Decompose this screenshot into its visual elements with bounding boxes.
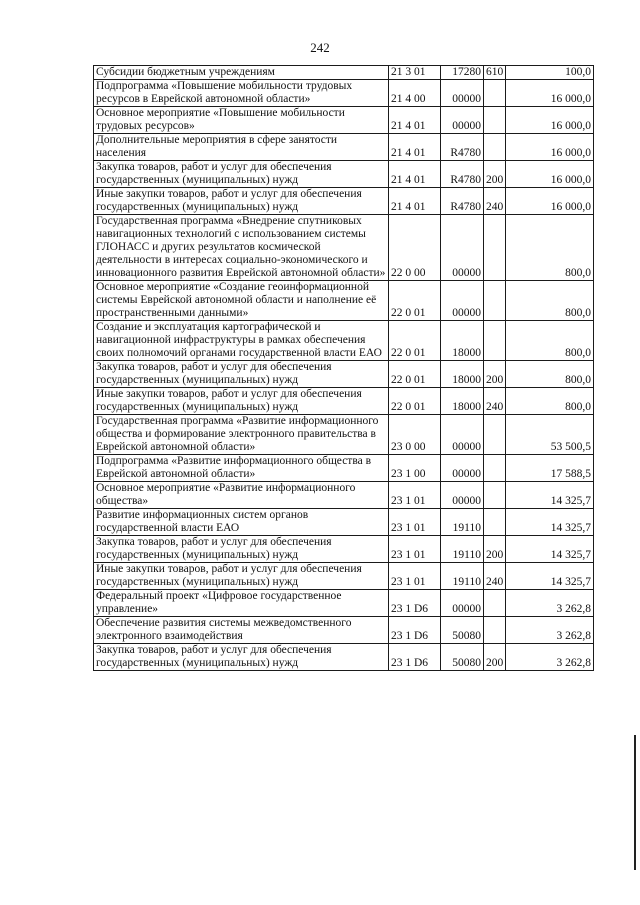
row-code: 23 1 D6 <box>389 644 441 671</box>
row-amount: 16 000,0 <box>506 188 594 215</box>
row-expense-code: 19110 <box>441 563 484 590</box>
table-row <box>94 388 594 415</box>
table-row <box>94 66 594 80</box>
row-expense-type <box>484 617 506 644</box>
row-expense-type <box>484 455 506 482</box>
row-name: Закупка товаров, работ и услуг для обеспечения государственных (муниципальных) нужд <box>94 161 389 188</box>
row-code: 22 0 00 <box>389 215 441 281</box>
table-row <box>94 281 594 321</box>
row-name: Создание и эксплуатация картографической и навигационной инфраструктуры в рамках обеспечения своих полномочий органами государственной власти ЕАО <box>94 321 389 361</box>
row-name: Основное мероприятие «Развитие информационного общества» <box>94 482 389 509</box>
table-row <box>94 361 594 388</box>
row-name: Подпрограмма «Развитие информационного общества в Еврейской автономной области» <box>94 455 389 482</box>
row-code: 22 0 01 <box>389 361 441 388</box>
table-row <box>94 107 594 134</box>
row-expense-code: R4780 <box>441 161 484 188</box>
row-amount: 3 262,8 <box>506 617 594 644</box>
row-name: Иные закупки товаров, работ и услуг для обеспечения государственных (муниципальных) нужд <box>94 188 389 215</box>
row-expense-code: 19110 <box>441 536 484 563</box>
budget-table-body <box>94 66 594 671</box>
row-expense-type <box>484 107 506 134</box>
row-expense-type <box>484 215 506 281</box>
row-amount: 16 000,0 <box>506 107 594 134</box>
budget-table <box>93 65 594 671</box>
row-name: Закупка товаров, работ и услуг для обеспечения государственных (муниципальных) нужд <box>94 644 389 671</box>
row-expense-type <box>484 281 506 321</box>
row-name: Государственная программа «Внедрение спутниковых навигационных технологий с использованием системы ГЛОНАСС и других результатов космической деятельности в интересах социально-экономического и инновационного развития Еврейской автономной области» <box>94 215 389 281</box>
row-name: Федеральный проект «Цифровое государственное управление» <box>94 590 389 617</box>
page-number: 242 <box>310 40 330 55</box>
row-expense-type: 610 <box>484 66 506 80</box>
row-name: Подпрограмма «Повышение мобильности трудовых ресурсов в Еврейской автономной области» <box>94 80 389 107</box>
row-amount: 3 262,8 <box>506 644 594 671</box>
margin-rule <box>634 735 636 870</box>
row-name: Основное мероприятие «Повышение мобильности трудовых ресурсов» <box>94 107 389 134</box>
table-row <box>94 509 594 536</box>
row-expense-type <box>484 134 506 161</box>
row-name: Государственная программа «Развитие информационного общества и формирование электронного правительства в Еврейской автономной области» <box>94 415 389 455</box>
row-expense-code: 00000 <box>441 590 484 617</box>
row-expense-code: 00000 <box>441 415 484 455</box>
row-expense-code: R4780 <box>441 188 484 215</box>
row-code: 21 4 01 <box>389 107 441 134</box>
row-expense-code: R4780 <box>441 134 484 161</box>
row-code: 21 4 01 <box>389 134 441 161</box>
table-row <box>94 455 594 482</box>
row-code: 23 1 D6 <box>389 617 441 644</box>
row-expense-type <box>484 482 506 509</box>
table-row <box>94 563 594 590</box>
row-code: 23 1 01 <box>389 482 441 509</box>
row-amount: 14 325,7 <box>506 563 594 590</box>
table-row <box>94 321 594 361</box>
row-expense-code: 18000 <box>441 361 484 388</box>
table-row <box>94 482 594 509</box>
row-amount: 3 262,8 <box>506 590 594 617</box>
row-expense-type: 200 <box>484 644 506 671</box>
row-amount: 800,0 <box>506 215 594 281</box>
table-row <box>94 415 594 455</box>
row-name: Иные закупки товаров, работ и услуг для обеспечения государственных (муниципальных) нужд <box>94 563 389 590</box>
row-amount: 16 000,0 <box>506 134 594 161</box>
row-expense-type: 240 <box>484 388 506 415</box>
row-code: 23 1 01 <box>389 563 441 590</box>
row-expense-code: 00000 <box>441 281 484 321</box>
row-name: Развитие информационных систем органов государственной власти ЕАО <box>94 509 389 536</box>
row-code: 23 0 00 <box>389 415 441 455</box>
row-amount: 14 325,7 <box>506 536 594 563</box>
row-code: 21 4 01 <box>389 188 441 215</box>
row-expense-type: 200 <box>484 361 506 388</box>
row-amount: 800,0 <box>506 388 594 415</box>
table-row <box>94 617 594 644</box>
row-code: 22 0 01 <box>389 281 441 321</box>
table-row <box>94 134 594 161</box>
row-code: 21 4 01 <box>389 161 441 188</box>
row-expense-code: 18000 <box>441 388 484 415</box>
row-amount: 800,0 <box>506 321 594 361</box>
row-name: Закупка товаров, работ и услуг для обеспечения государственных (муниципальных) нужд <box>94 361 389 388</box>
row-amount: 14 325,7 <box>506 509 594 536</box>
row-code: 23 1 01 <box>389 509 441 536</box>
row-expense-type <box>484 415 506 455</box>
row-amount: 14 325,7 <box>506 482 594 509</box>
table-row <box>94 536 594 563</box>
row-name: Иные закупки товаров, работ и услуг для обеспечения государственных (муниципальных) нужд <box>94 388 389 415</box>
table-row <box>94 161 594 188</box>
row-amount: 16 000,0 <box>506 80 594 107</box>
row-name: Основное мероприятие «Создание геоинформационной системы Еврейской автономной области и наполнение её пространственными данными» <box>94 281 389 321</box>
row-code: 23 1 00 <box>389 455 441 482</box>
row-code: 22 0 01 <box>389 388 441 415</box>
row-name: Обеспечение развития системы межведомственного электронного взаимодействия <box>94 617 389 644</box>
row-expense-type <box>484 321 506 361</box>
row-code: 21 4 00 <box>389 80 441 107</box>
row-expense-type <box>484 80 506 107</box>
row-amount: 100,0 <box>506 66 594 80</box>
row-expense-type <box>484 590 506 617</box>
table-row <box>94 644 594 671</box>
row-expense-code: 00000 <box>441 107 484 134</box>
row-name: Закупка товаров, работ и услуг для обеспечения государственных (муниципальных) нужд <box>94 536 389 563</box>
row-expense-code: 00000 <box>441 482 484 509</box>
row-amount: 800,0 <box>506 361 594 388</box>
table-row <box>94 215 594 281</box>
table-row <box>94 188 594 215</box>
row-code: 21 3 01 <box>389 66 441 80</box>
row-code: 23 1 D6 <box>389 590 441 617</box>
row-name: Дополнительные мероприятия в сфере занятости населения <box>94 134 389 161</box>
row-expense-code: 50080 <box>441 617 484 644</box>
row-expense-code: 00000 <box>441 80 484 107</box>
row-code: 23 1 01 <box>389 536 441 563</box>
table-row <box>94 590 594 617</box>
row-amount: 800,0 <box>506 281 594 321</box>
row-amount: 53 500,5 <box>506 415 594 455</box>
row-expense-type: 200 <box>484 161 506 188</box>
row-expense-code: 50080 <box>441 644 484 671</box>
row-expense-type: 240 <box>484 188 506 215</box>
row-expense-type: 240 <box>484 563 506 590</box>
row-amount: 17 588,5 <box>506 455 594 482</box>
row-expense-code: 00000 <box>441 455 484 482</box>
row-expense-type: 200 <box>484 536 506 563</box>
row-name: Субсидии бюджетным учреждениям <box>94 66 389 80</box>
row-expense-code: 18000 <box>441 321 484 361</box>
row-expense-code: 19110 <box>441 509 484 536</box>
table-row <box>94 80 594 107</box>
row-expense-type <box>484 509 506 536</box>
row-code: 22 0 01 <box>389 321 441 361</box>
row-amount: 16 000,0 <box>506 161 594 188</box>
row-expense-code: 17280 <box>441 66 484 80</box>
row-expense-code: 00000 <box>441 215 484 281</box>
